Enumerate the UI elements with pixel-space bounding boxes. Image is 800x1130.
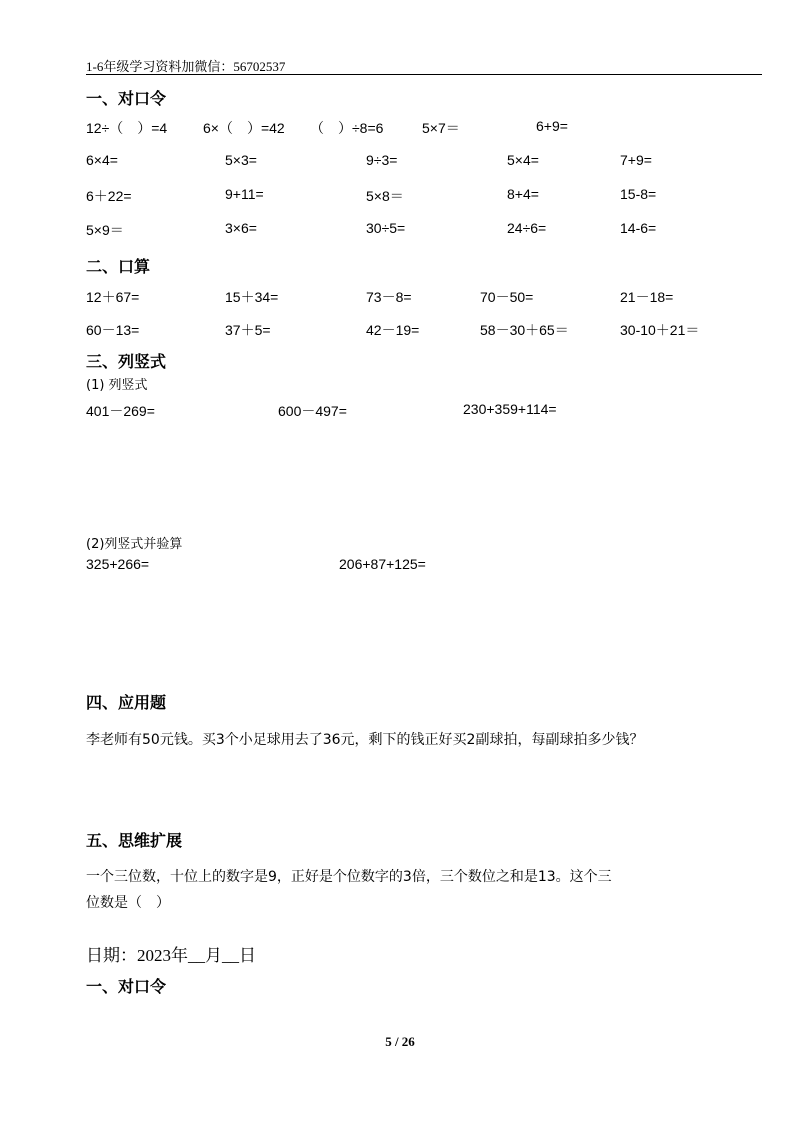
problem: 70－50=	[480, 289, 534, 305]
problem: 21－18=	[620, 289, 674, 305]
problem: 9÷3=	[366, 152, 398, 168]
problem: 30-10＋21＝	[620, 322, 700, 338]
problem: 37＋5=	[225, 322, 271, 338]
problem: 42－19=	[366, 322, 420, 338]
problem: 73－8=	[366, 289, 412, 305]
problem: 30÷5=	[366, 220, 406, 236]
section-title-2: 二、口算	[86, 257, 151, 276]
problem: 5×3=	[225, 152, 257, 168]
section-title-4: 四、应用题	[86, 693, 167, 712]
problem: 6×（ ）=42	[203, 120, 285, 136]
problem: 8+4=	[507, 186, 539, 202]
problem: 600－497=	[278, 403, 347, 419]
problem: 15＋34=	[225, 289, 279, 305]
problem: 6＋22=	[86, 188, 132, 204]
problem: 5×4=	[507, 152, 539, 168]
section-title-next: 一、对口令	[86, 977, 167, 996]
problem: 3×6=	[225, 220, 257, 236]
page-number: 5 / 26	[385, 1034, 415, 1049]
date-line: 日期：2023年__月__日	[86, 946, 256, 965]
problem: 58－30＋65＝	[480, 322, 569, 338]
problem: 5×7＝	[422, 120, 460, 136]
section-title-3: 三、列竖式	[86, 352, 167, 371]
problem: 60－13=	[86, 322, 140, 338]
problem: 401－269=	[86, 403, 155, 419]
problem: 325+266=	[86, 556, 150, 572]
header-rule	[86, 74, 762, 75]
problem: 7+9=	[620, 152, 652, 168]
problem: 230+359+114=	[463, 401, 557, 417]
word-problem-text: 李老师有50元钱。买3个小足球用去了36元，剩下的钱正好买2副球拍，每副球拍多少钱？	[86, 732, 644, 748]
problem: 6+9=	[536, 118, 568, 134]
page-header: 1-6年级学习资料加微信：56702537	[86, 59, 286, 74]
subsection-label: (1) 列竖式	[86, 378, 148, 393]
problem: 9+11=	[225, 186, 264, 202]
problem: 5×9＝	[86, 222, 124, 238]
section-title-1: 一、对口令	[86, 89, 167, 108]
subsection-label: (2)列竖式并验算	[86, 537, 183, 552]
problem: 24÷6=	[507, 220, 547, 236]
problem: 12÷（ ）=4	[86, 120, 168, 136]
problem: 206+87+125=	[339, 556, 426, 572]
puzzle-text-line-2: 位数是（ ）	[86, 895, 170, 911]
section-title-5: 五、思维扩展	[86, 831, 183, 850]
problem: （ ）÷8=6	[310, 120, 384, 136]
problem: 15-8=	[620, 186, 657, 202]
problem: 6×4=	[86, 152, 118, 168]
problem: 5×8＝	[366, 188, 404, 204]
puzzle-text-line-1: 一个三位数，十位上的数字是9，正好是个位数字的3倍，三个数位之和是13。这个三	[86, 869, 612, 885]
problem: 14-6=	[620, 220, 657, 236]
problem: 12＋67=	[86, 289, 140, 305]
